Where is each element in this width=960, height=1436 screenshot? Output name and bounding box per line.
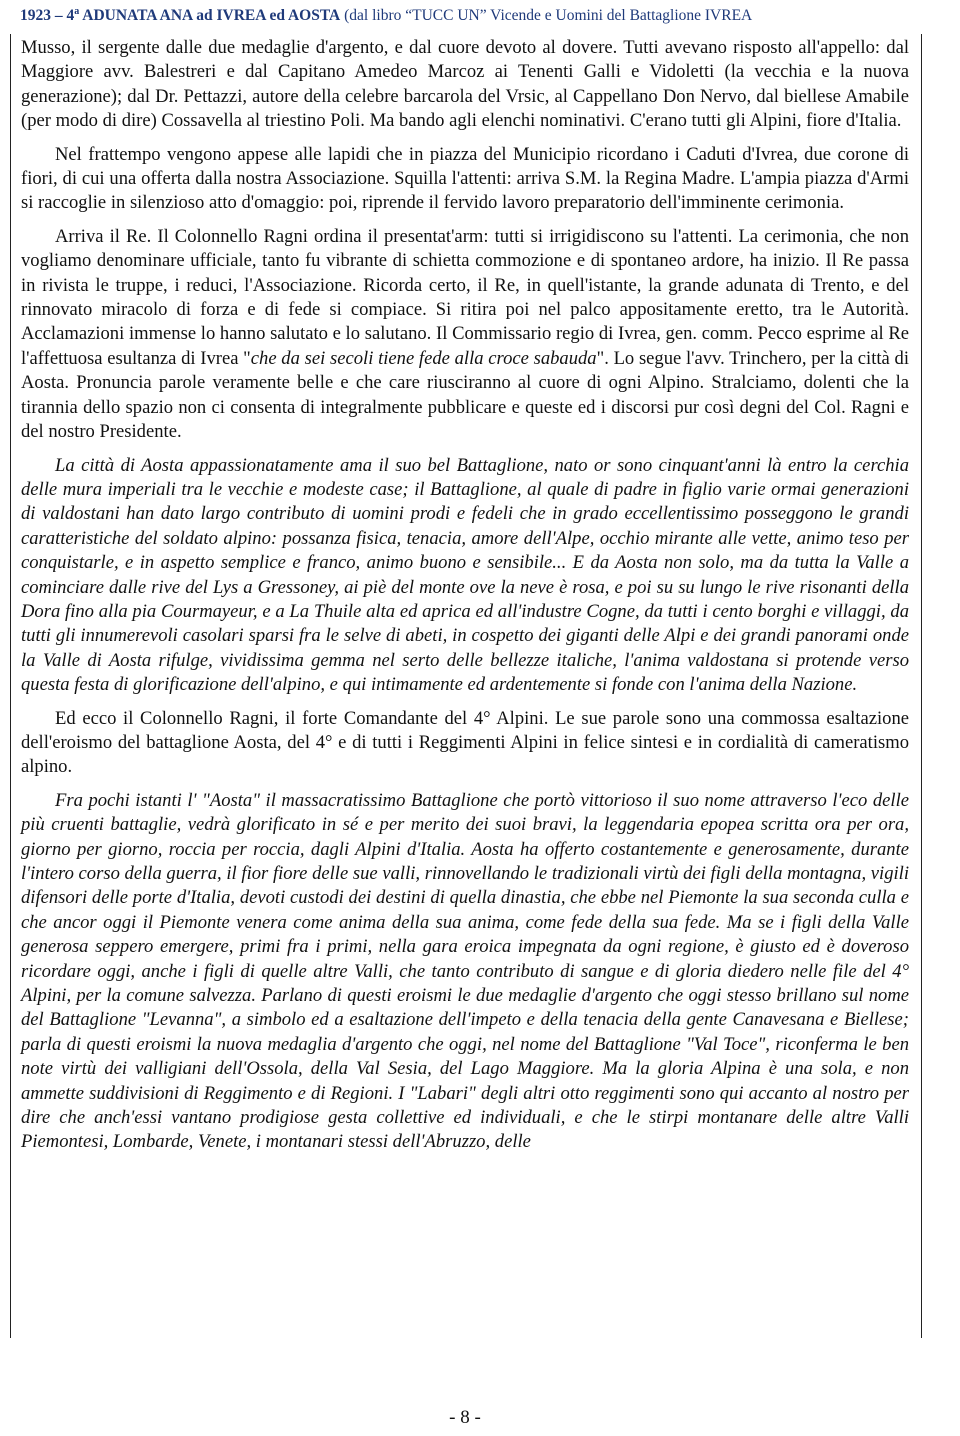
paragraph-6-quoted-speech: Fra pochi istanti l' "Aosta" il massacratissimo Battaglione che portò vittorioso il suo nome attraverso l'eco delle più cruenti battaglie, vedrà glorificato in sé e per merito dei suoi bravi, la leggendaria epopea scritta ora per ora, giorno per giorno, roccia per roccia, dagli Alpini d'Italia. Aosta ha offerto costantemente e generosamente, durante l'intero corso della guerra, il fior fiore delle sue valli, rinnovellando le tradizionali virtù dei figli della montagna, vigili difensori delle porte d'Italia, devoti custodi dei destini di quella dinastia, che ebbe nel Piemonte la sua seconda culla e che ancor oggi il Piemonte venera come anima della sua anima, come fede della sua fede. Ma se i figli della Valle generosa seppero emergere, primi fra i primi, nella gara eroica impegnata da ogni regione, è giusto ed è doveroso ricordare oggi, anche i figli di quelle altre Valli, che tanto contributo di sangue e di gloria diedero nelle file del 4° Alpini, per la comune salvezza. Parlano di questi eroismi le due medaglie d'argento che oggi stesso brillano sul nome del Battaglione "Levanna", a simbolo ed a esaltazione dell'impeto e della tenacia della gente Canavesana e Biellese; parla di questi eroismi la nuova medaglia d'argento che oggi, nel nome del Battaglione "Val Toce", riconferma le ben note virtù dei valligiani dell'Ossola, della Val Sesia, del Lago Maggiore. Ma la gloria Alpina è una sola, e non ammette suddivisioni di Reggimento e di Regioni. I "Labari" degli altri otto reggimenti sono qui accanto al nostro per dire che anch'essi vantano prodigiose gesta collettive ed individuali, e che le stirpi montanare delle altre Valli Piemontesi, Lombarde, Venete, i montanari stessi dell'Abruzzo, delle — [21, 789, 909, 1153]
paragraph-5: Ed ecco il Colonnello Ragni, il forte Comandante del 4° Alpini. Le sue parole sono una commossa esaltazione dell'eroismo del battaglione Aosta, del 4° e di tutti i Reggimenti Alpini in felice sintesi e in cordialità di cameratismo alpino. — [21, 707, 909, 778]
paragraph-3-part-a: Arriva il Re. Il Colonnello Ragni ordina il presentat'arm: tutti si irrigidiscono su l'attenti. La cerimonia, che non vogliamo denominare ufficiale, tanto fu vibrante di schietta commozione e di spontaneo ardore, ha inizio. Il Re passa in rivista le truppe, i reduci, l'Associazione. Ricorda certo, il Re, in quell'istante, la grande adunata di Trento, e del rinnovato miracolo di forza e di fede si compiace. Si ritira poi nel palco appositamente eretto, tra le Autorità. Acclamazioni immense lo hanno salutato e lo salutano. Il Commissario regio di Ivrea, gen. comm. Pecco esprime al Re l'affettuosa esultanza di Ivrea " — [21, 225, 909, 369]
page-number: - 8 - — [449, 1407, 481, 1428]
header-title: ADUNATA ANA ad IVREA ed AOSTA — [79, 7, 341, 24]
paragraph-1: Musso, il sergente dalle due medaglie d'argento, e dal cuore devoto al dovere. Tutti avevano risposto all'appello: dal Maggiore avv. Balestreri e dal Capitano Amedeo Marcoz ai Tenenti Galli e Vidoletti (la vecchia e la nuova generazione); dal Dr. Pettazzi, autore della celebre barcarola del Vrsic, al Cappellano Don Nervo, dal biellese Amabile (per modo di dire) Cossavella al triestino Poli. Ma bando agli elenchi nominativi. C'erano tutti gli Alpini, fiore d'Italia. — [21, 37, 909, 132]
body-text — [21, 36, 909, 1164]
paragraph-3 — [21, 225, 909, 445]
paragraph-3-quote: che da sei secoli tiene fede alla croce sabauda — [250, 347, 597, 369]
paragraph-2: Nel frattempo vengono appese alle lapidi che in piazza del Municipio ricordano i Caduti d'Ivrea, due corone di fiori, di cui una offerta dalla nostra Associazione. Squilla l'attenti: arriva S.M. la Regina Madre. L'ampia piazza d'Armi si raccoglie in silenzioso atto d'omaggio: poi, riprende il fervido lavoro preparatorio dell'imminente cerimonia. — [21, 143, 909, 214]
header-superscript: a — [74, 6, 80, 17]
header-prefix: 1923 – 4 — [20, 7, 75, 24]
header-subtitle: (dal libro “TUCC UN” Vicende e Uomini del Battaglione IVREA — [340, 7, 753, 24]
paragraph-4-quoted-speech: La città di Aosta appassionatamente ama il suo bel Battaglione, nato or sono cinquant'anni là entro la cerchia delle mura imperiali tra le vecchie e modeste case; il Battaglione, al quale di padre in figlio varie ormai generazioni di valdostani han dato largo contributo di uomini prodi e fedeli che in grado eccellentissimo posseggono le grandi caratteristiche del soldato alpino: possanza fisica, tenacia, amore dell'Alpe, occhio mirante alle vette, animo teso per conquistarle, e in aspetto semplice e franco, animo buono e sensibile... E da Aosta non solo, ma da tutta la Valle a cominciare dalle rive del Lys a Gressoney, ai piè del monte ove la neve è rosa, e poi su su lungo le rive risonanti della Dora fino alla pia Courmayeur, e a La Thuile alta ed aprica ed all'industre Cogne, da tutti i cento borghi e villaggi, da tutti gli innumerevoli casolari sparsi fra le selve di abeti, in cospetto dei giganti delle Alpi e dei grandi panorami onde la Valle di Aosta rifulge, vividissima gemma nel serto delle bellezze italiche, l'anima valdostana si protende verso questa festa di glorificazione dell'alpino, e qui intimamente ed ardentemente si fonde con l'anima della Nazione. — [21, 454, 909, 696]
paragraph-3-part-b: ". Lo segue l'avv. Trinchero, per la città di Aosta. Pronuncia parole veramente belle e che care riusciranno al cuore di ogni Alpino. Stralciamo, dolenti che la tirannia dello spazio non ci consenta di integralmente pubblicare e queste ed i discorsi pur così degni del Col. Ragni e del nostro Presidente. — [21, 347, 909, 443]
running-header — [20, 6, 950, 26]
